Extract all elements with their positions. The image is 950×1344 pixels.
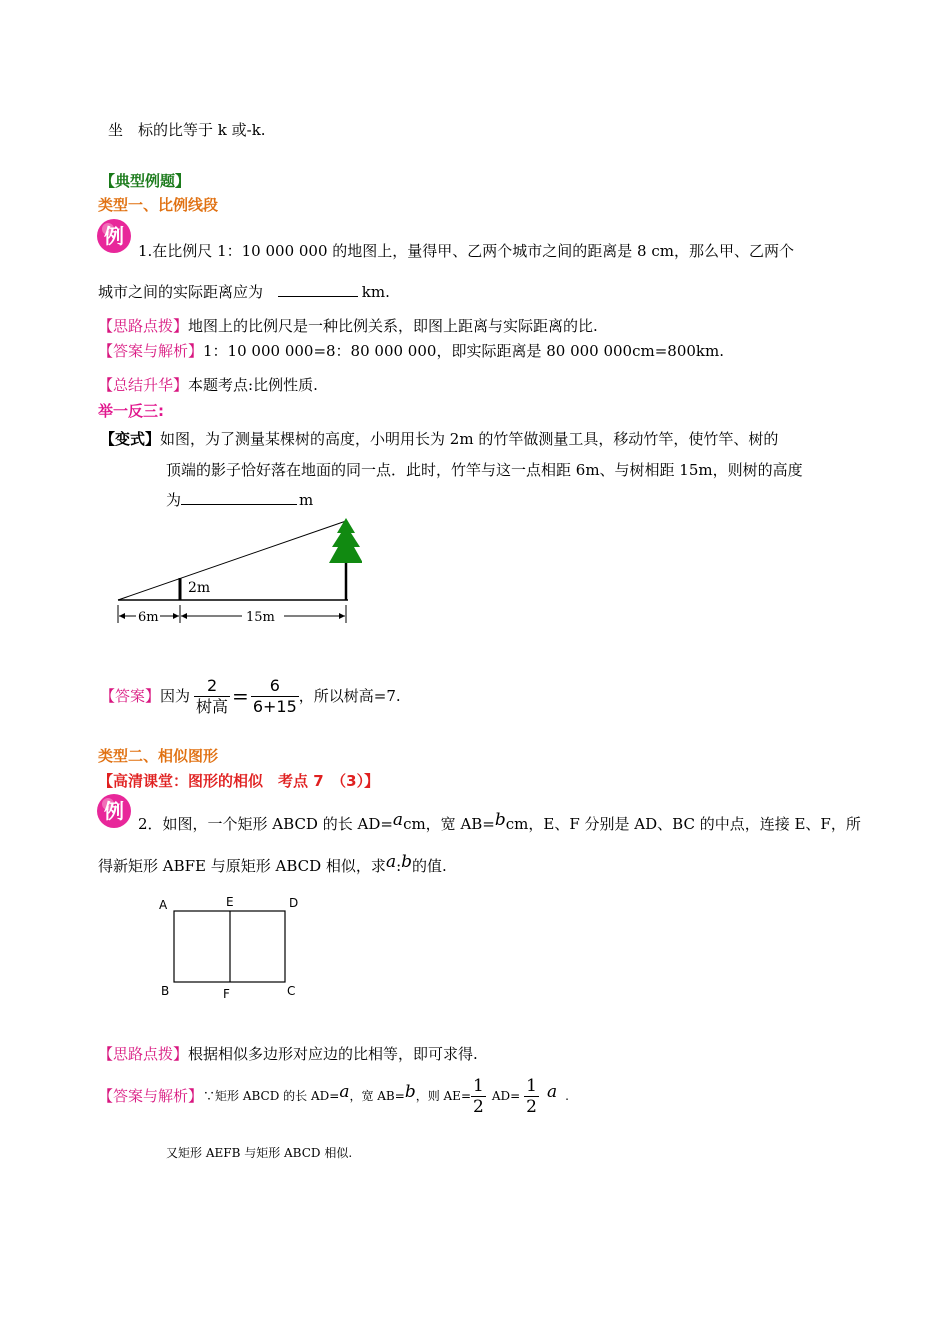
fraction-one-half	[471, 1076, 486, 1117]
label-b: B	[161, 984, 170, 998]
variant-line3	[166, 490, 313, 510]
ex1-question-line2	[98, 282, 390, 302]
pole-label: 2m	[188, 580, 211, 596]
ex2-answer	[98, 1068, 569, 1124]
tree-shadow-figure	[112, 515, 362, 630]
answer-label: 【答案与解析】	[98, 1087, 204, 1105]
type1-heading: 类型一、比例线段	[98, 196, 219, 214]
section-heading-typical-examples: 【典型例题】	[100, 172, 191, 190]
label-d: D	[289, 896, 299, 910]
hd-class-heading: 【高清课堂：图形的相似 考点 7 （3）】	[98, 772, 380, 790]
var-a: a	[392, 810, 404, 830]
badge-char: 例	[104, 224, 124, 248]
fraction-num: 2	[206, 675, 218, 695]
hint-text: 地图上的比例尺是一种比例关系，即图上距离与实际距离的比.	[188, 317, 598, 335]
variant-answer-suffix: ，所以树高=7.	[298, 687, 401, 705]
fraction-num: 1	[526, 1075, 537, 1096]
intro-line: 坐 标的比等于 k 或-k.	[108, 121, 266, 139]
ans-text-d: AD=	[491, 1089, 521, 1103]
fraction-6-over-21	[251, 676, 299, 717]
var-a: a	[547, 1082, 558, 1102]
fraction-den: 2	[473, 1096, 484, 1117]
label-f: F	[223, 987, 230, 1001]
rectangle-figure	[155, 893, 305, 1003]
summary-label: 【总结升华】	[98, 376, 189, 394]
ans-text-c: ，则 AE=	[415, 1089, 471, 1103]
label-a: A	[159, 898, 168, 912]
ex2-text-b: cm，宽 AB=	[403, 815, 495, 833]
summary-text: 本题考点:比例性质.	[188, 376, 318, 394]
var-b: b	[401, 852, 413, 872]
hint-label: 【思路点拨】	[98, 317, 189, 335]
fraction-2-over-tree	[194, 676, 230, 717]
juyi-heading: 举一反三:	[98, 402, 164, 420]
dim-15m-label: 15m	[246, 610, 275, 625]
variant-text1: 如图，为了测量某棵树的高度，小明用长为 2m 的竹竿做测量工具，移动竹竿，使竹竿、树的	[160, 430, 779, 448]
var-b: b	[494, 810, 506, 830]
answer-text: 1：10 000 000=8：80 000 000，即实际距离是 80 000 000cm=800km.	[203, 342, 724, 360]
fraction-den: 树高	[196, 696, 229, 716]
shadow-ray	[118, 521, 346, 600]
label-e: E	[226, 895, 234, 909]
example-badge-icon	[96, 793, 132, 829]
type2-heading: 类型二、相似图形	[98, 747, 219, 765]
ex2-question-line2	[98, 852, 447, 876]
ex1-summary	[98, 375, 318, 395]
fraction-num: 6	[269, 675, 280, 695]
hint-label: 【思路点拨】	[98, 1045, 189, 1063]
fraction-den: 6+15	[252, 696, 297, 716]
ex1-line2-unit: km.	[361, 283, 390, 301]
ex1-answer	[98, 341, 724, 361]
variant-line2: 顶端的影子恰好落在地面的同一点．此时，竹竿与这一点相距 6m、与树相距 15m，则树的高度	[166, 461, 803, 479]
ex2-text-c: cm，E、F 分别是 AD、BC 的中点，连接 E、F，所	[505, 815, 861, 833]
colon: :	[396, 857, 402, 875]
example-badge-icon	[96, 218, 132, 254]
var-a: a	[339, 1082, 350, 1102]
variant-line1	[100, 429, 778, 449]
ex1-hint	[98, 316, 598, 336]
variant-line3-unit: m	[299, 491, 314, 509]
ex2-text-a: 2．如图，一个矩形 ABCD 的长 AD=	[138, 815, 393, 833]
answer-label: 【答案与解析】	[98, 342, 204, 360]
answer-blank	[278, 282, 358, 297]
ex2-text-d: 得新矩形 ABFE 与原矩形 ABCD 相似，求	[98, 857, 386, 875]
ans-text-a: ∵矩形 ABCD 的长 AD=	[203, 1089, 340, 1103]
equals-sign: =	[232, 684, 249, 708]
var-a: a	[385, 852, 397, 872]
ex2-hint	[98, 1044, 478, 1064]
var-b: b	[404, 1082, 416, 1102]
badge-char: 例	[104, 799, 124, 823]
fraction-num: 1	[473, 1075, 484, 1096]
dim-6m-label: 6m	[138, 610, 159, 625]
fraction-den: 2	[526, 1096, 537, 1117]
ans-text-b: ，宽 AB=	[349, 1089, 405, 1103]
label-c: C	[287, 984, 296, 998]
ex1-line2-prefix: 城市之间的实际距离应为	[98, 283, 264, 301]
variant-answer	[100, 666, 401, 726]
variant-line3-prefix: 为	[166, 491, 182, 509]
ans-text-end: .	[565, 1089, 569, 1103]
hint-text: 根据相似多边形对应边的比相等，即可求得.	[188, 1045, 478, 1063]
variant-answer-label: 【答案】	[100, 687, 161, 705]
variant-label: 【变式】	[100, 430, 161, 448]
ex2-answer-line2: 又矩形 AEFB 与矩形 ABCD 相似.	[166, 1146, 353, 1160]
answer-blank	[181, 490, 297, 505]
ex1-question-line1: 1.在比例尺 1：10 000 000 的地图上，量得甲、乙两个城市之间的距离是 8 cm，那么甲、乙两个	[138, 242, 794, 260]
fraction-one-half	[524, 1076, 539, 1117]
variant-answer-prefix: 因为	[160, 687, 191, 705]
ex2-question-line1	[138, 810, 861, 834]
ex2-text-e: 的值.	[412, 857, 447, 875]
